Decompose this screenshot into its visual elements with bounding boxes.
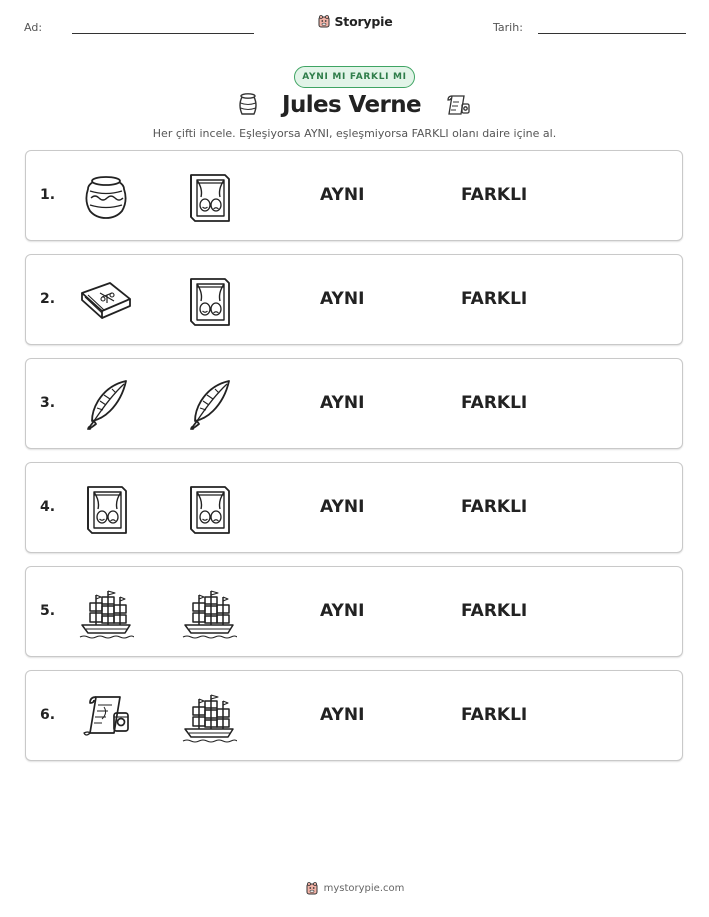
same-option[interactable]: AYNI [320,393,365,413]
quill-pen-icon [181,377,237,433]
same-option[interactable]: AYNI [320,185,365,205]
row-number: 6. [40,707,56,723]
row-number: 4. [40,499,56,515]
vase-icon [78,169,134,225]
row-number: 1. [40,187,56,203]
name-line[interactable] [72,33,254,34]
exercise-row-2 [25,254,683,345]
vase-icon [236,92,260,118]
paper-scroll-icon [78,689,134,745]
storypie-mascot-icon [317,14,331,28]
law-book-icon [78,273,134,329]
exercise-row-3 [25,358,683,449]
different-option[interactable]: FARKLI [461,289,528,309]
different-option[interactable]: FARKLI [461,185,528,205]
page-title: Jules Verne [282,92,421,118]
row-number: 5. [40,603,56,619]
different-option[interactable]: FARKLI [461,497,528,517]
storypie-mascot-icon [305,881,319,895]
title-row [0,92,709,118]
date-line[interactable] [538,33,686,34]
name-label: Ad: [24,21,43,34]
same-option[interactable]: AYNI [320,601,365,621]
exercise-row-6 [25,670,683,761]
exercise-row-5 [25,566,683,657]
sailing-ship-icon [181,689,237,745]
exercise-row-4 [25,462,683,553]
same-option[interactable]: AYNI [320,289,365,309]
brand-name: Storypie [334,13,393,29]
brand-logo [0,13,709,32]
exercise-row-1 [25,150,683,241]
row-number: 2. [40,291,56,307]
theater-book-icon [181,273,237,329]
same-option[interactable]: AYNI [320,497,365,517]
theater-book-icon [78,481,134,537]
date-label: Tarih: [493,21,523,34]
same-option[interactable]: AYNI [320,705,365,725]
footer-url: mystorypie.com [323,882,405,894]
instruction-text: Her çifti incele. Eşleşiyorsa AYNI, eşleşmiyorsa FARKLI olanı daire içine al. [152,127,557,140]
theater-book-icon [181,481,237,537]
different-option[interactable]: FARKLI [461,601,528,621]
paper-scroll-icon [443,92,473,118]
theater-book-icon [181,169,237,225]
footer [0,880,709,899]
different-option[interactable]: FARKLI [461,393,528,413]
sailing-ship-icon [181,585,237,641]
activity-badge: AYNI MI FARKLI MI [294,66,415,88]
quill-pen-icon [78,377,134,433]
different-option[interactable]: FARKLI [461,705,528,725]
sailing-ship-icon [78,585,134,641]
row-number: 3. [40,395,56,411]
